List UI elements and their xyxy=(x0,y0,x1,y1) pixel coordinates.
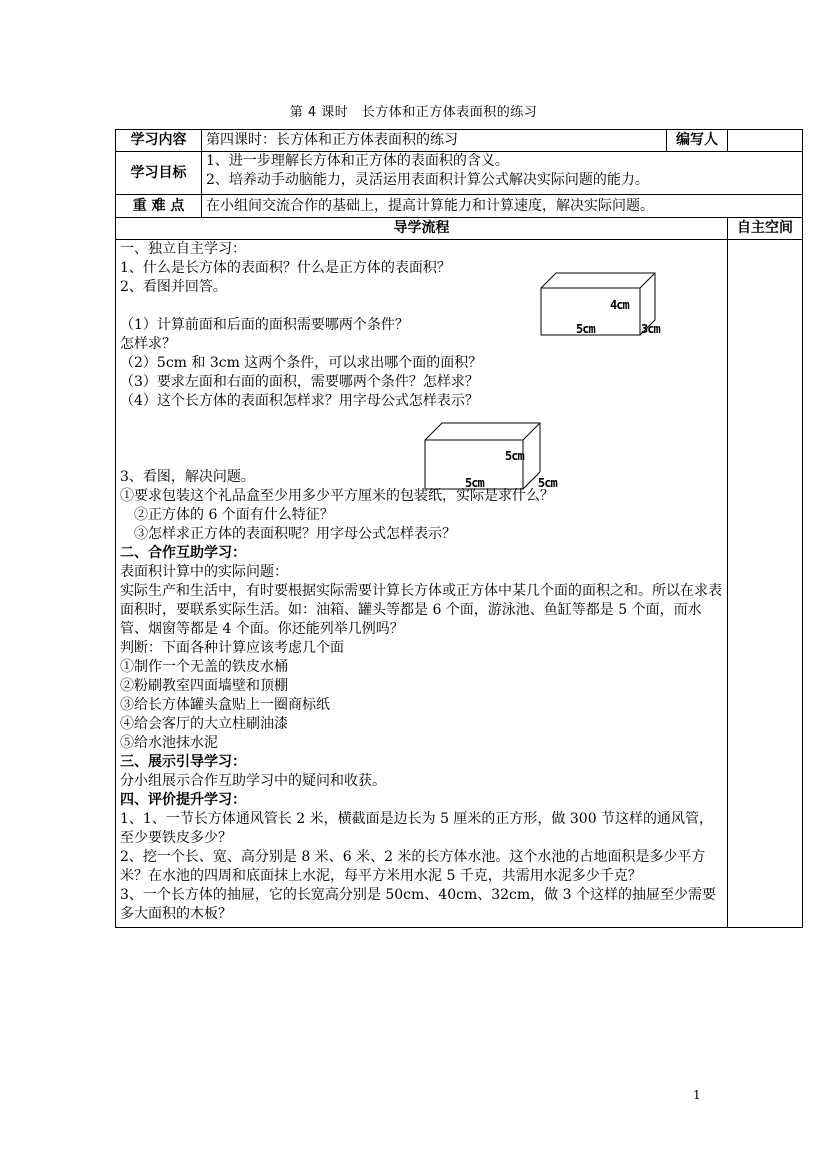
goal-list xyxy=(202,152,803,195)
cuboid-width-label: 3cm xyxy=(641,322,660,336)
judge-line: 判断：下面各种计算应该考虑几个面 xyxy=(120,640,344,656)
section2-intro: 表面积计算中的实际问题： xyxy=(120,564,288,580)
section4-heading: 四、评价提升学习： xyxy=(120,792,246,808)
question3-item: ③怎样求正方体的表面积呢？用字母公式怎样表示？ xyxy=(134,526,456,542)
section2-paragraph: 实际生产和生活中，有时要根据实际需要计算长方体或正方体中某几个面的面积之和。所以在求表面积时，要联系实际生活。如：油箱、罐头等都是 6 个面，游泳池、鱼缸等都是 5 个面，而水管、烟窗等都是 4 个面。你还能列举几例吗？ xyxy=(120,583,722,637)
question3-item: ①要求包装这个礼品盒至少用多少平方厘米的包装纸，实际是求什么？ xyxy=(120,488,554,504)
question3-line: 3、看图，解决问题。 xyxy=(120,469,255,485)
lesson-table xyxy=(115,129,803,928)
question-line: 2、看图并回答。 xyxy=(120,279,227,295)
author-label: 编写人 xyxy=(667,130,728,152)
judge-item: ②粉刷教室四面墙壁和顶棚 xyxy=(120,678,288,694)
cube-width-label: 5cm xyxy=(538,476,557,490)
flow-header: 导学流程 xyxy=(116,218,728,240)
self-study-space xyxy=(728,240,803,928)
row-content xyxy=(116,130,803,152)
question-line: 怎样求？ xyxy=(120,336,176,352)
key-value: 在小组间交流合作的基础上，提高计算能力和计算速度，解决实际问题。 xyxy=(202,195,803,218)
section3-text: 分小组展示合作互助学习中的疑问和收获。 xyxy=(120,773,386,789)
cube-height-label: 5cm xyxy=(505,449,524,463)
exercise-item: 1、1、一节长方体通风管长 2 米，横截面是边长为 5 厘米的正方形，做 300 节这样的通风管，至少要铁皮多少？ xyxy=(120,811,714,846)
row-goals xyxy=(116,152,803,195)
exercise-item: 2、挖一个长、宽、高分别是 8 米、6 米、2 米的长方体水池。这个水池的占地面积是多少平方米？在水池的四周和底面抹上水泥，每平方米用水泥 5 千克，共需用水泥多少千克？ xyxy=(120,849,706,884)
space-header: 自主空间 xyxy=(728,218,803,240)
question-line: （4）这个长方体的表面积怎样求？用字母公式怎样表示？ xyxy=(120,393,479,409)
content-value: 第四课时：长方体和正方体表面积的练习 xyxy=(202,130,667,152)
author-value xyxy=(728,130,803,152)
question-line: （1）计算前面和后面的面积需要哪两个条件？ xyxy=(120,317,409,333)
section3-heading: 三、展示引导学习： xyxy=(120,754,246,770)
row-flow-body xyxy=(116,240,803,928)
cube-figure xyxy=(422,420,572,495)
flow-content xyxy=(116,240,728,928)
judge-item: ①制作一个无盖的铁皮水桶 xyxy=(120,659,288,675)
section1-heading: 一、独立自主学习： xyxy=(120,241,246,257)
question3-item: ②正方体的 6 个面有什么特征？ xyxy=(134,507,334,523)
page-number: 1 xyxy=(693,1088,701,1102)
question-line: 1、什么是长方体的表面积？什么是正方体的表面积？ xyxy=(120,260,451,276)
cuboid-length-label: 5cm xyxy=(576,322,595,336)
goal-item: 2、培养动手动脑能力，灵活运用表面积计算公式解决实际问题的能力。 xyxy=(206,172,649,188)
section2-heading: 二、合作互助学习： xyxy=(120,545,246,561)
goal-item: 1、进一步理解长方体和正方体的表面积的含义。 xyxy=(206,153,509,169)
cube-length-label: 5cm xyxy=(465,476,484,490)
key-label: 重 难 点 xyxy=(116,195,202,218)
judge-item: ③给长方体罐头盒贴上一圈商标纸 xyxy=(120,697,330,713)
page-title: 第 4 课时 长方体和正方体表面积的练习 xyxy=(289,105,538,120)
row-flow-header xyxy=(116,218,803,240)
goal-label: 学习目标 xyxy=(116,152,202,195)
row-key-points xyxy=(116,195,803,218)
cuboid-figure xyxy=(538,270,668,340)
judge-item: ⑤给水池抹水泥 xyxy=(120,735,218,751)
cuboid-height-label: 4cm xyxy=(610,298,629,312)
exercise-item: 3、一个长方体的抽屉，它的长宽高分别是 50cm、40cm、32cm，做 3 个这样的抽屉至少需要多大面积的木板？ xyxy=(120,887,716,922)
question-line: （2）5cm 和 3cm 这两个条件，可以求出哪个面的面积？ xyxy=(120,355,483,371)
question-line: （3）要求左面和右面的面积，需要哪两个条件？怎样求？ xyxy=(120,374,479,390)
judge-item: ④给会客厅的大立柱刷油漆 xyxy=(120,716,288,732)
content-label: 学习内容 xyxy=(116,130,202,152)
